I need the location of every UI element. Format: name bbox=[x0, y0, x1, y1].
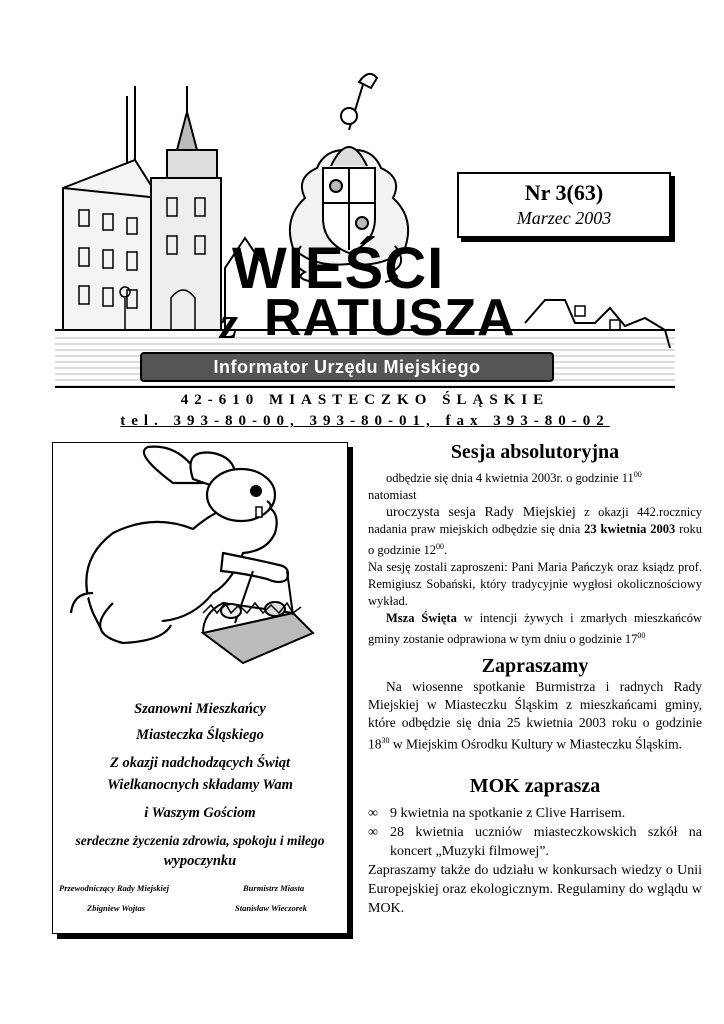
signer2-title: Burmistrz Miasta bbox=[243, 883, 305, 893]
zapraszamy-paragraph: Na wiosenne spotkanie Burmistrza i radnych Rady Miejskiej w Miasteczku Śląskim z mieszkańcami gminy, które odbędzie się dnia 25 kwietnia 2003 roku o godzinie $18^{30}$ w Miejskim Ośrodku Kultury w Miasteczku Śląskim. bbox=[368, 679, 702, 752]
mok-closing: Zapraszamy także do udziału w konkursach wiedzy o Unii Europejskiej oraz ekologicznym. Regulaminy do wglądu w MOK. bbox=[368, 862, 702, 916]
signer2-name: Stanisław Wieczorek bbox=[235, 903, 308, 913]
sesja-heading: Sesja absolutoryjna bbox=[450, 441, 620, 463]
sesja-paragraph-1: odbędzie się dnia 4 kwietnia 2003r. o godzinie $11^{00}$ natomiast bbox=[368, 470, 642, 503]
greeting-line-4: Wielkanocnych składamy Wam bbox=[107, 777, 293, 793]
sesja-paragraph-4: Msza Święta w intencji żywych i zmarłych mieszkańców gminy zostanie odprawiona w tym dniu o godzinie $17^{00}$ bbox=[368, 611, 702, 647]
news-column bbox=[368, 440, 702, 918]
sesja-paragraph-2: uroczysta sesja Rady Miejskiej z okazji 442.rocznicy nadania praw miejskich odbędzie się dnia 23 kwietnia 2003 roku o godzinie $12^{00}$. bbox=[368, 505, 703, 558]
mok-heading: MOK zaprasza bbox=[469, 774, 601, 797]
signer1-name: Zbigniew Wojtas bbox=[87, 903, 146, 913]
easter-greeting-card bbox=[52, 442, 348, 934]
infinity-bullet-icon: ∞ bbox=[368, 805, 378, 821]
address-line: 42-610 MIASTECZKO ŚLĄSKIE bbox=[180, 392, 550, 408]
easter-bunny-illustration bbox=[53, 443, 347, 693]
greeting-line-6: serdeczne życzenia zdrowia, spokoju i miłego bbox=[75, 833, 325, 848]
greeting-line-2: Miasteczka Śląskiego bbox=[136, 727, 264, 743]
issue-date: Marzec 2003 bbox=[516, 208, 612, 228]
greeting-line-1: Szanowni Mieszkańcy bbox=[134, 701, 266, 717]
greeting-line-3: Z okazji nadchodzących Świąt bbox=[109, 755, 291, 771]
masthead-subtitle: Informator Urzędu Miejskiego bbox=[140, 352, 554, 382]
phone-line: tel. 393-80-00, 393-80-01, fax 393-80-02 bbox=[120, 413, 610, 429]
infinity-bullet-icon: ∞ bbox=[368, 824, 378, 840]
title-wiesci: WIEŚCI bbox=[232, 236, 445, 301]
mok-list-item-1: ∞ 9 kwietnia na spotkanie z Clive Harrisem. bbox=[368, 805, 626, 821]
mok-list-item-2: ∞ 28 kwietnia uczniów miasteczkowskich szkół na koncert „Muzyki filmowej”. bbox=[368, 824, 702, 859]
issue-number: Nr 3(63) bbox=[524, 180, 604, 205]
greeting-line-5: i Waszym Gościom bbox=[144, 805, 256, 821]
zapraszamy-heading: Zapraszamy bbox=[481, 655, 589, 678]
signer1-title: Przewodniczący Rady Miejskiej bbox=[59, 883, 170, 893]
issue-box bbox=[457, 172, 671, 238]
title-ratusza: RATUSZA bbox=[264, 289, 516, 347]
title-z: z bbox=[220, 297, 238, 348]
greeting-line-7: wypoczynku bbox=[163, 853, 237, 869]
sesja-paragraph-3: Na sesję zostali zaproszeni: Pani Maria Pańczyk oraz ksiądz prof. Remigiusz Sobański, który tradycyjnie wygłosi okolicznościowy wykład. bbox=[368, 560, 702, 609]
